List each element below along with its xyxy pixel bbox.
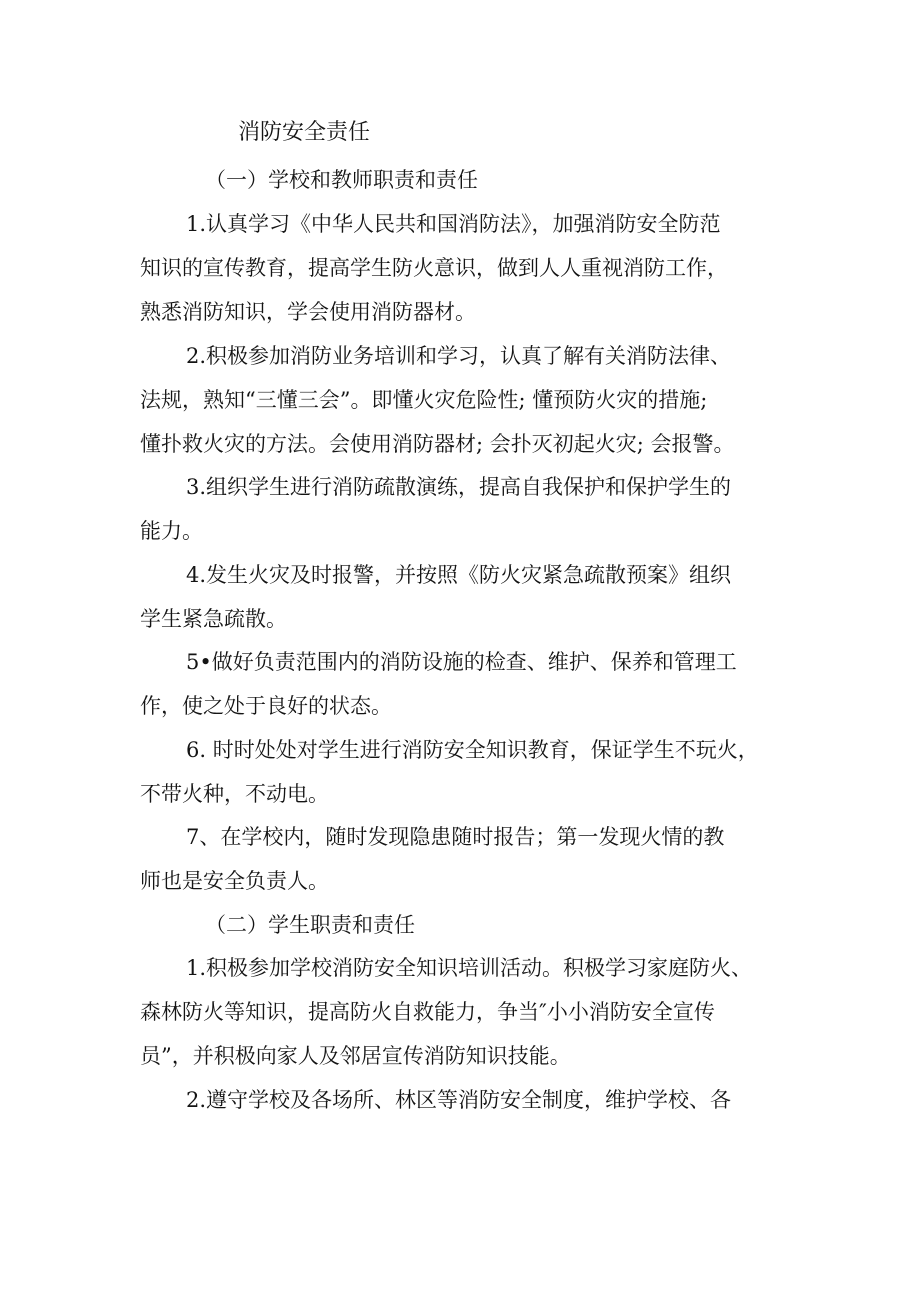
paragraph-9 — [140, 1078, 790, 1122]
paragraph-line: 师也是安全负责人。 — [140, 869, 329, 893]
paragraph-line: 7、在学校内，随时发现隐患随时报告；第一发现火情的教 — [186, 825, 725, 849]
paragraph-line: 员”，并积极向家人及邻居宣传消防知识技能。 — [140, 1044, 571, 1068]
paragraph-5 — [140, 640, 790, 728]
document-title: 消防安全责任 — [238, 120, 371, 145]
paragraph-line: 1.积极参加学校消防安全知识培训活动。积极学习家庭防火、 — [186, 956, 753, 980]
paragraph-line: 不带火种，不动电。 — [140, 782, 329, 806]
paragraph-3 — [140, 465, 790, 553]
paragraph-line: 知识的宣传教育，提高学生防火意识，做到人人重视消防工作， — [140, 256, 728, 280]
section-heading-students: （二）学生职责和责任 — [205, 913, 415, 937]
section-heading-school-teachers: （一）学校和教师职责和责任 — [205, 168, 478, 192]
paragraph-line: 5•做好负责范围内的消防设施的检查、维护、保养和管理工 — [186, 650, 737, 674]
paragraph-8 — [140, 946, 790, 1078]
paragraph-line: 作，使之处于良好的状态。 — [140, 694, 392, 718]
paragraph-line: 法规，熟知“三懂三会”。即懂火灾危险性; 懂预防火灾的措施; — [140, 388, 708, 412]
paragraph-line: 4.发生火灾及时报警，并按照《防火灾紧急疏散预案》组织 — [186, 563, 732, 587]
paragraph-line: 3.组织学生进行消防疏散演练，提高自我保护和保护学生的 — [186, 475, 732, 499]
paragraph-line: 森林防火等知识，提高防火自救能力，争当″小小消防安全宣传 — [140, 1000, 715, 1024]
paragraph-6 — [140, 728, 790, 816]
paragraph-line: 学生紧急疏散。 — [140, 607, 287, 631]
paragraph-line: 熟悉消防知识，学会使用消防器材。 — [140, 300, 476, 324]
paragraph-4 — [140, 553, 790, 641]
paragraph-1 — [140, 202, 790, 334]
paragraph-line: 懂扑救火灾的方法。会使用消防器材; 会扑灭初起火灾; 会报警。 — [140, 432, 735, 456]
paragraph-line: 6. 时时处处对学生进行消防安全知识教育，保证学生不玩火， — [186, 738, 759, 762]
paragraph-line: 2.遵守学校及各场所、林区等消防安全制度，维护学校、各 — [186, 1088, 732, 1112]
paragraph-line: 2.积极参加消防业务培训和学习，认真了解有关消防法律、 — [186, 344, 732, 368]
paragraph-line: 能力。 — [140, 519, 203, 543]
paragraph-7 — [140, 815, 790, 903]
paragraph-2 — [140, 334, 790, 466]
paragraph-line: 1.认真学习《中华人民共和国消防法》，加强消防安全防范 — [186, 212, 721, 236]
